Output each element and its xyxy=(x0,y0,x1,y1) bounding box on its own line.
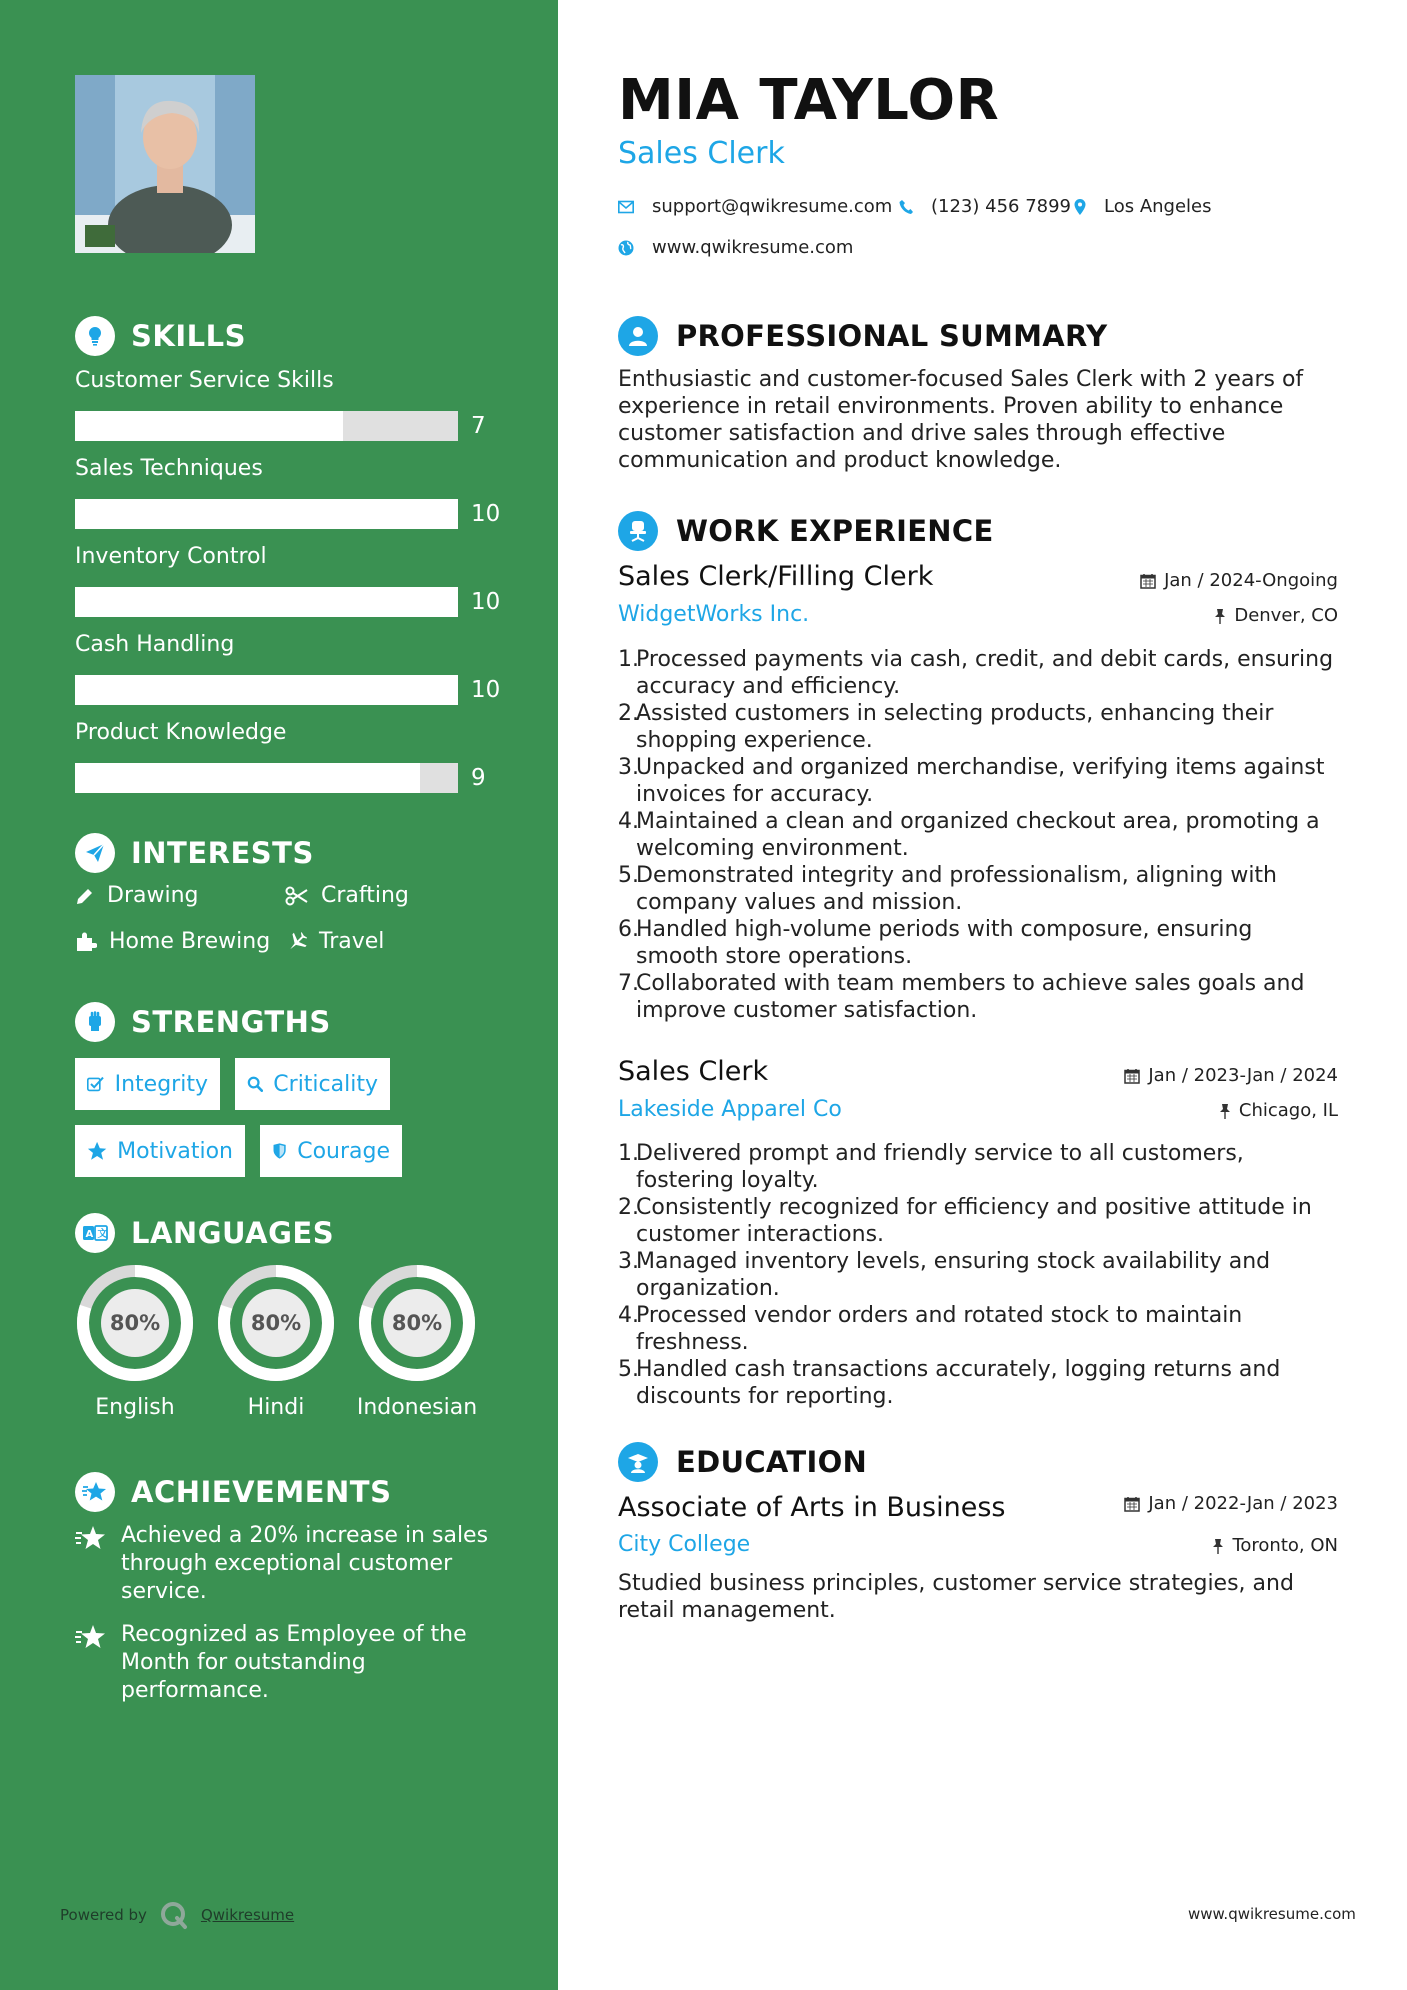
job-title: Sales Clerk xyxy=(618,1056,769,1087)
list-item: 6. Handled high-volume periods with composure, ensuring smooth store operations. xyxy=(618,917,1253,969)
job-location xyxy=(1214,605,1338,626)
achievement-text: Recognized as Employee of the Month for outstanding performance. xyxy=(121,1622,467,1703)
website-text: www.qwikresume.com xyxy=(652,237,854,258)
fist-icon xyxy=(75,1002,115,1042)
lightbulb-icon xyxy=(75,316,115,356)
education-date-text: Jan / 2022-Jan / 2023 xyxy=(1148,1493,1338,1514)
job-bullets xyxy=(618,646,1338,1024)
skill-item xyxy=(75,543,505,615)
office-chair-icon xyxy=(618,511,658,551)
education-date xyxy=(1124,1493,1338,1514)
search-icon xyxy=(247,1073,263,1095)
skill-bar xyxy=(75,411,458,441)
qwikresume-link[interactable]: Qwikresume xyxy=(200,1906,295,1924)
work-heading xyxy=(618,511,994,551)
star-badge-icon xyxy=(75,1472,115,1512)
list-item: 1. Delivered prompt and friendly service to all customers, fostering loyalty. xyxy=(618,1141,1244,1193)
skill-item xyxy=(75,455,505,527)
translate-icon xyxy=(75,1213,115,1253)
skill-bar-fill xyxy=(75,411,343,441)
interest-item xyxy=(285,883,409,908)
list-item: 5. Demonstrated integrity and professionalism, aligning with company values and mission. xyxy=(618,863,1277,915)
achievement-item xyxy=(75,1522,495,1606)
language-ring xyxy=(75,1263,195,1383)
candidate-name: MIA TAYLOR xyxy=(618,68,1000,133)
phone-text: (123) 456 7899 xyxy=(931,196,1072,217)
pushpin-icon xyxy=(1212,1538,1224,1554)
skill-bar-fill xyxy=(75,675,458,705)
puzzle-icon xyxy=(75,932,97,952)
qwikresume-logo-icon xyxy=(159,1900,189,1930)
skill-item xyxy=(75,631,505,703)
interest-label: Drawing xyxy=(107,883,199,908)
summary-text: Enthusiastic and customer-focused Sales Clerk with 2 years of experience in retail environments. Proven ability to enhance customer satisfaction and drive sales through effective communication and product knowledge. xyxy=(618,367,1304,473)
language-percent: 80% xyxy=(109,1311,161,1335)
skill-bar xyxy=(75,587,458,617)
calendar-icon xyxy=(1140,573,1156,589)
language-ring xyxy=(216,1263,336,1383)
strength-label: Motivation xyxy=(117,1138,233,1164)
achievement-item xyxy=(75,1621,495,1705)
job-bullets xyxy=(618,1140,1338,1410)
job-date-text: Jan / 2024-Ongoing xyxy=(1164,570,1338,591)
scissors-icon xyxy=(285,886,309,906)
contact-email[interactable] xyxy=(618,196,892,217)
job-company: Lakeside Apparel Co xyxy=(618,1097,842,1122)
shield-icon xyxy=(272,1140,287,1162)
list-item: 4. Processed vendor orders and rotated stock to maintain freshness. xyxy=(618,1303,1243,1355)
strength-badge xyxy=(75,1058,220,1110)
skill-bar-fill xyxy=(75,763,420,793)
summary-heading xyxy=(618,316,1107,356)
skill-name: Sales Techniques xyxy=(75,456,263,481)
strengths-heading xyxy=(75,1002,331,1042)
job-date xyxy=(1124,1065,1338,1086)
skill-bar-fill xyxy=(75,587,458,617)
education-location-text: Toronto, ON xyxy=(1232,1535,1338,1556)
language-percent: 80% xyxy=(250,1311,302,1335)
language-item xyxy=(211,1263,341,1420)
powered-by xyxy=(60,1900,294,1930)
work-title: WORK EXPERIENCE xyxy=(676,514,994,548)
star-icon xyxy=(87,1140,107,1162)
star-icon xyxy=(75,1522,109,1606)
skill-item xyxy=(75,367,505,439)
job-title: Sales Clerk/Filling Clerk xyxy=(618,561,934,592)
language-ring xyxy=(357,1263,477,1383)
job-company: WidgetWorks Inc. xyxy=(618,602,810,627)
education-description: Studied business principles, customer service strategies, and retail management. xyxy=(618,1571,1294,1623)
interest-item xyxy=(285,929,384,954)
skill-bar xyxy=(75,675,458,705)
job-date xyxy=(1140,570,1338,591)
skill-value: 10 xyxy=(471,589,501,615)
contact-location xyxy=(1074,196,1212,217)
school-name: City College xyxy=(618,1532,751,1557)
strength-label: Integrity xyxy=(114,1071,208,1097)
footer-url[interactable]: www.qwikresume.com xyxy=(1188,1905,1356,1923)
language-name: Indonesian xyxy=(356,1395,478,1420)
summary-title: PROFESSIONAL SUMMARY xyxy=(676,319,1108,353)
location-text: Los Angeles xyxy=(1104,196,1212,217)
strengths-title: STRENGTHS xyxy=(131,1005,331,1039)
skill-name: Cash Handling xyxy=(75,632,235,657)
interest-label: Crafting xyxy=(321,883,409,908)
interests-title: INTERESTS xyxy=(131,836,314,870)
star-icon xyxy=(75,1621,109,1705)
skill-name: Product Knowledge xyxy=(75,720,287,745)
list-item: 2. Consistently recognized for efficiency and positive attitude in customer interactions. xyxy=(618,1195,1312,1247)
skills-heading xyxy=(75,316,246,356)
contact-phone[interactable] xyxy=(899,196,1071,217)
skill-value: 9 xyxy=(471,765,486,791)
sidebar xyxy=(0,0,558,1990)
job-location-text: Denver, CO xyxy=(1234,605,1338,626)
achievements-heading xyxy=(75,1472,391,1512)
strength-label: Criticality xyxy=(273,1071,378,1097)
skill-name: Inventory Control xyxy=(75,544,267,569)
calendar-icon xyxy=(1124,1496,1140,1512)
map-pin-icon xyxy=(1074,199,1086,215)
strength-label: Courage xyxy=(297,1138,390,1164)
pushpin-icon xyxy=(1214,608,1226,624)
language-name: English xyxy=(95,1395,175,1420)
strength-badge xyxy=(75,1125,245,1177)
job-location xyxy=(1219,1100,1338,1121)
envelope-icon xyxy=(618,200,634,214)
powered-by-label: Powered by xyxy=(60,1906,147,1924)
skill-name: Customer Service Skills xyxy=(75,368,334,393)
skill-item xyxy=(75,719,505,791)
phone-icon xyxy=(899,199,913,215)
list-item: 4. Maintained a clean and organized checkout area, promoting a welcoming environment. xyxy=(618,809,1320,861)
language-item xyxy=(70,1263,200,1420)
list-item: 5. Handled cash transactions accurately, logging returns and discounts for reporting. xyxy=(618,1357,1281,1409)
skill-value: 10 xyxy=(471,501,501,527)
check-square-icon xyxy=(87,1074,105,1094)
strength-badge xyxy=(260,1125,402,1177)
skill-bar xyxy=(75,763,458,793)
job-location-text: Chicago, IL xyxy=(1238,1100,1338,1121)
pushpin-icon xyxy=(1219,1103,1231,1119)
skill-bar xyxy=(75,499,458,529)
interest-item xyxy=(75,883,198,908)
strength-badge xyxy=(235,1058,390,1110)
education-title: EDUCATION xyxy=(676,1445,868,1479)
list-item: 7. Collaborated with team members to achieve sales goals and improve customer satisfaction. xyxy=(618,971,1305,1023)
languages-heading xyxy=(75,1213,334,1253)
skill-bar-fill xyxy=(75,499,458,529)
list-item: 3. Managed inventory levels, ensuring stock availability and organization. xyxy=(618,1249,1271,1301)
plane-icon xyxy=(285,931,307,953)
paper-plane-icon xyxy=(75,833,115,873)
profile-photo xyxy=(75,75,255,253)
candidate-role: Sales Clerk xyxy=(618,136,785,171)
user-icon xyxy=(618,316,658,356)
pencil-icon xyxy=(75,886,95,906)
list-item: 1. Processed payments via cash, credit, and debit cards, ensuring accuracy and efficiency. xyxy=(618,647,1334,699)
contact-website[interactable] xyxy=(618,237,853,258)
globe-icon xyxy=(618,240,634,256)
job-date-text: Jan / 2023-Jan / 2024 xyxy=(1148,1065,1338,1086)
list-item: 3. Unpacked and organized merchandise, verifying items against invoices for accuracy. xyxy=(618,755,1325,807)
language-percent: 80% xyxy=(391,1311,443,1335)
interest-label: Home Brewing xyxy=(109,929,271,954)
list-item: 2. Assisted customers in selecting products, enhancing their shopping experience. xyxy=(618,701,1274,753)
language-item xyxy=(352,1263,482,1420)
graduate-icon xyxy=(618,1442,658,1482)
svg-text:文: 文 xyxy=(97,1229,108,1240)
interest-item xyxy=(75,929,270,954)
education-location xyxy=(1212,1535,1338,1556)
degree-title: Associate of Arts in Business xyxy=(618,1492,1006,1523)
calendar-icon xyxy=(1124,1068,1140,1084)
interest-label: Travel xyxy=(319,929,385,954)
skill-value: 7 xyxy=(471,413,486,439)
skills-title: SKILLS xyxy=(131,319,246,353)
languages-title: LANGUAGES xyxy=(131,1216,335,1250)
skill-value: 10 xyxy=(471,677,501,703)
language-name: Hindi xyxy=(247,1395,305,1420)
email-text: support@qwikresume.com xyxy=(652,196,893,217)
education-heading xyxy=(618,1442,867,1482)
achievements-title: ACHIEVEMENTS xyxy=(131,1475,392,1509)
achievement-text: Achieved a 20% increase in sales through exceptional customer service. xyxy=(121,1523,489,1604)
svg-text:A: A xyxy=(85,1229,94,1240)
interests-heading xyxy=(75,833,314,873)
